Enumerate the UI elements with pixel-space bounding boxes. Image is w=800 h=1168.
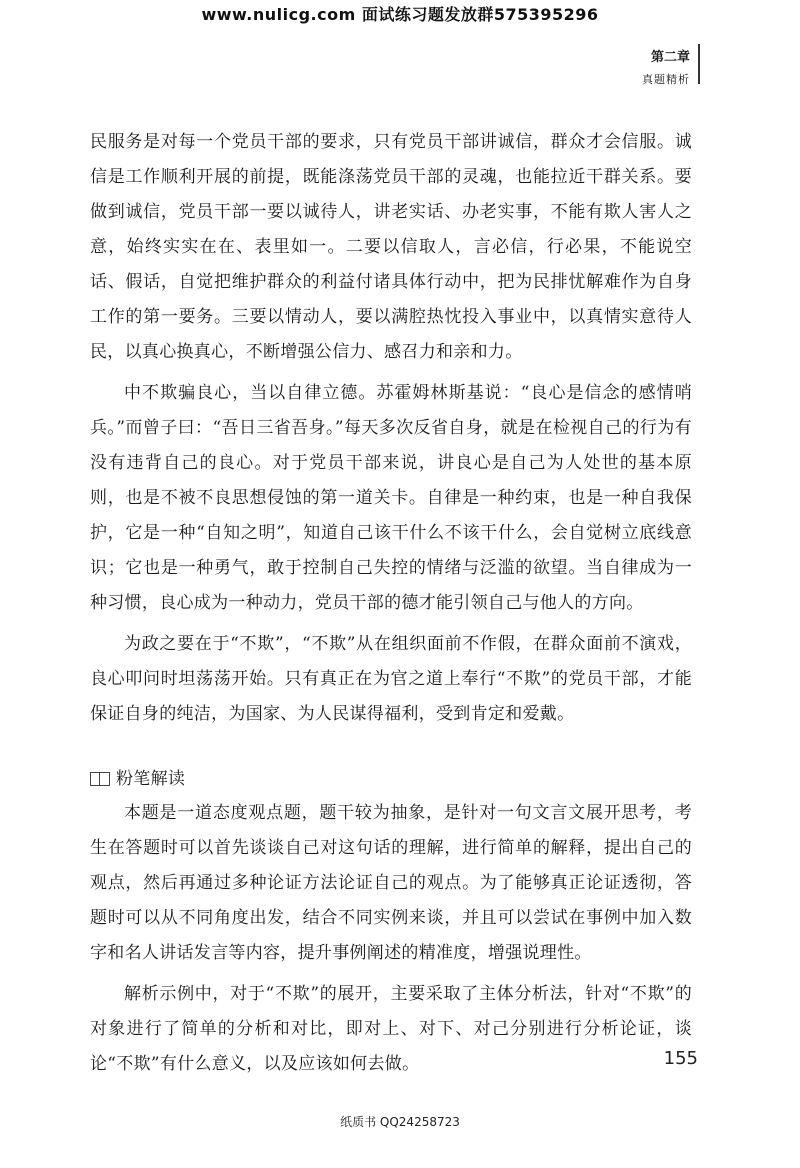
page-number: 155 [663, 1048, 698, 1069]
body-paragraph: 民服务是对每一个党员干部的要求，只有党员干部讲诚信，群众才会信服。诚信是工作顺利开展的前提，既能涤荡党员干部的灵魂，也能拉近干群关系。要做到诚信，党员干部一要以诚待人，讲老实话、办老实事，不能有欺人害人之意，始终实实在在、表里如一。二要以信取人，言必信，行必果，不能说空话、假话，自觉把维护群众的利益付诸具体行动中，把为民排忧解难作为自身工作的第一要务。三要以情动人，要以满腔热忱投入事业中，以真情实意待人民，以真心换真心，不断增强公信力、感召力和亲和力。 [90, 132, 692, 362]
book-icon [90, 772, 110, 786]
watermark-banner: www.nulicg.com 面试练习题发放群575395296 [201, 5, 599, 24]
chapter-label [642, 46, 690, 87]
footer-credit: 纸质书 QQ24258723 [340, 1115, 460, 1129]
chapter-divider [698, 44, 700, 84]
body-paragraph: 为政之要在于“不欺”，“不欺”从在组织面前不作假，在群众面前不演戏，良心叩问时坦荡荡开始。只有真正在为官之道上奉行“不欺”的党员干部，才能保证自身的纯洁，为国家、为人民谋得福利，受到肯定和爱戴。 [90, 634, 692, 724]
analysis-paragraph: 本题是一道态度观点题，题干较为抽象，是针对一句文言文展开思考，考生在答题时可以首先谈谈自己对这句话的理解，进行简单的解释，提出自己的观点，然后再通过多种论证方法论证自己的观点。为了能够真正论证透彻，答题时可以从不同角度出发，结合不同实例来谈，并且可以尝试在事例中加入数字和名人讲话发言等内容，提升事例阐述的精准度，增强说理性。 [90, 803, 692, 963]
analysis-paragraph: 解析示例中，对于“不欺”的展开，主要采取了主体分析法，针对“不欺”的对象进行了简单的分析和对比，即对上、对下、对己分别进行分析论证，谈论“不欺”有什么意义，以及应该如何去做。 [90, 984, 692, 1074]
chapter-name: 真题精析 [642, 73, 690, 86]
section-heading [90, 766, 692, 792]
page-content [90, 125, 692, 1088]
section-title: 粉笔解读 [116, 769, 186, 789]
body-paragraph: 中不欺骗良心，当以自律立德。苏霍姆林斯基说：“良心是信念的感情哨兵。”而曾子曰：“吾日三省吾身。”每天多次反省自身，就是在检视自己的行为有没有违背自己的良心。对于党员干部来说，讲良心是自己为人处世的基本原则，也是不被不良思想侵蚀的第一道关卡。自律是一种约束，也是一种自我保护，它是一种“自知之明”，知道自己该干什么不该干什么，会自觉树立底线意识；它也是一种勇气，敢于控制自己失控的情绪与泛滥的欲望。当自律成为一种习惯，良心成为一种动力，党员干部的德才能引领自己与他人的方向。 [90, 383, 692, 613]
chapter-number: 第二章 [650, 50, 690, 65]
